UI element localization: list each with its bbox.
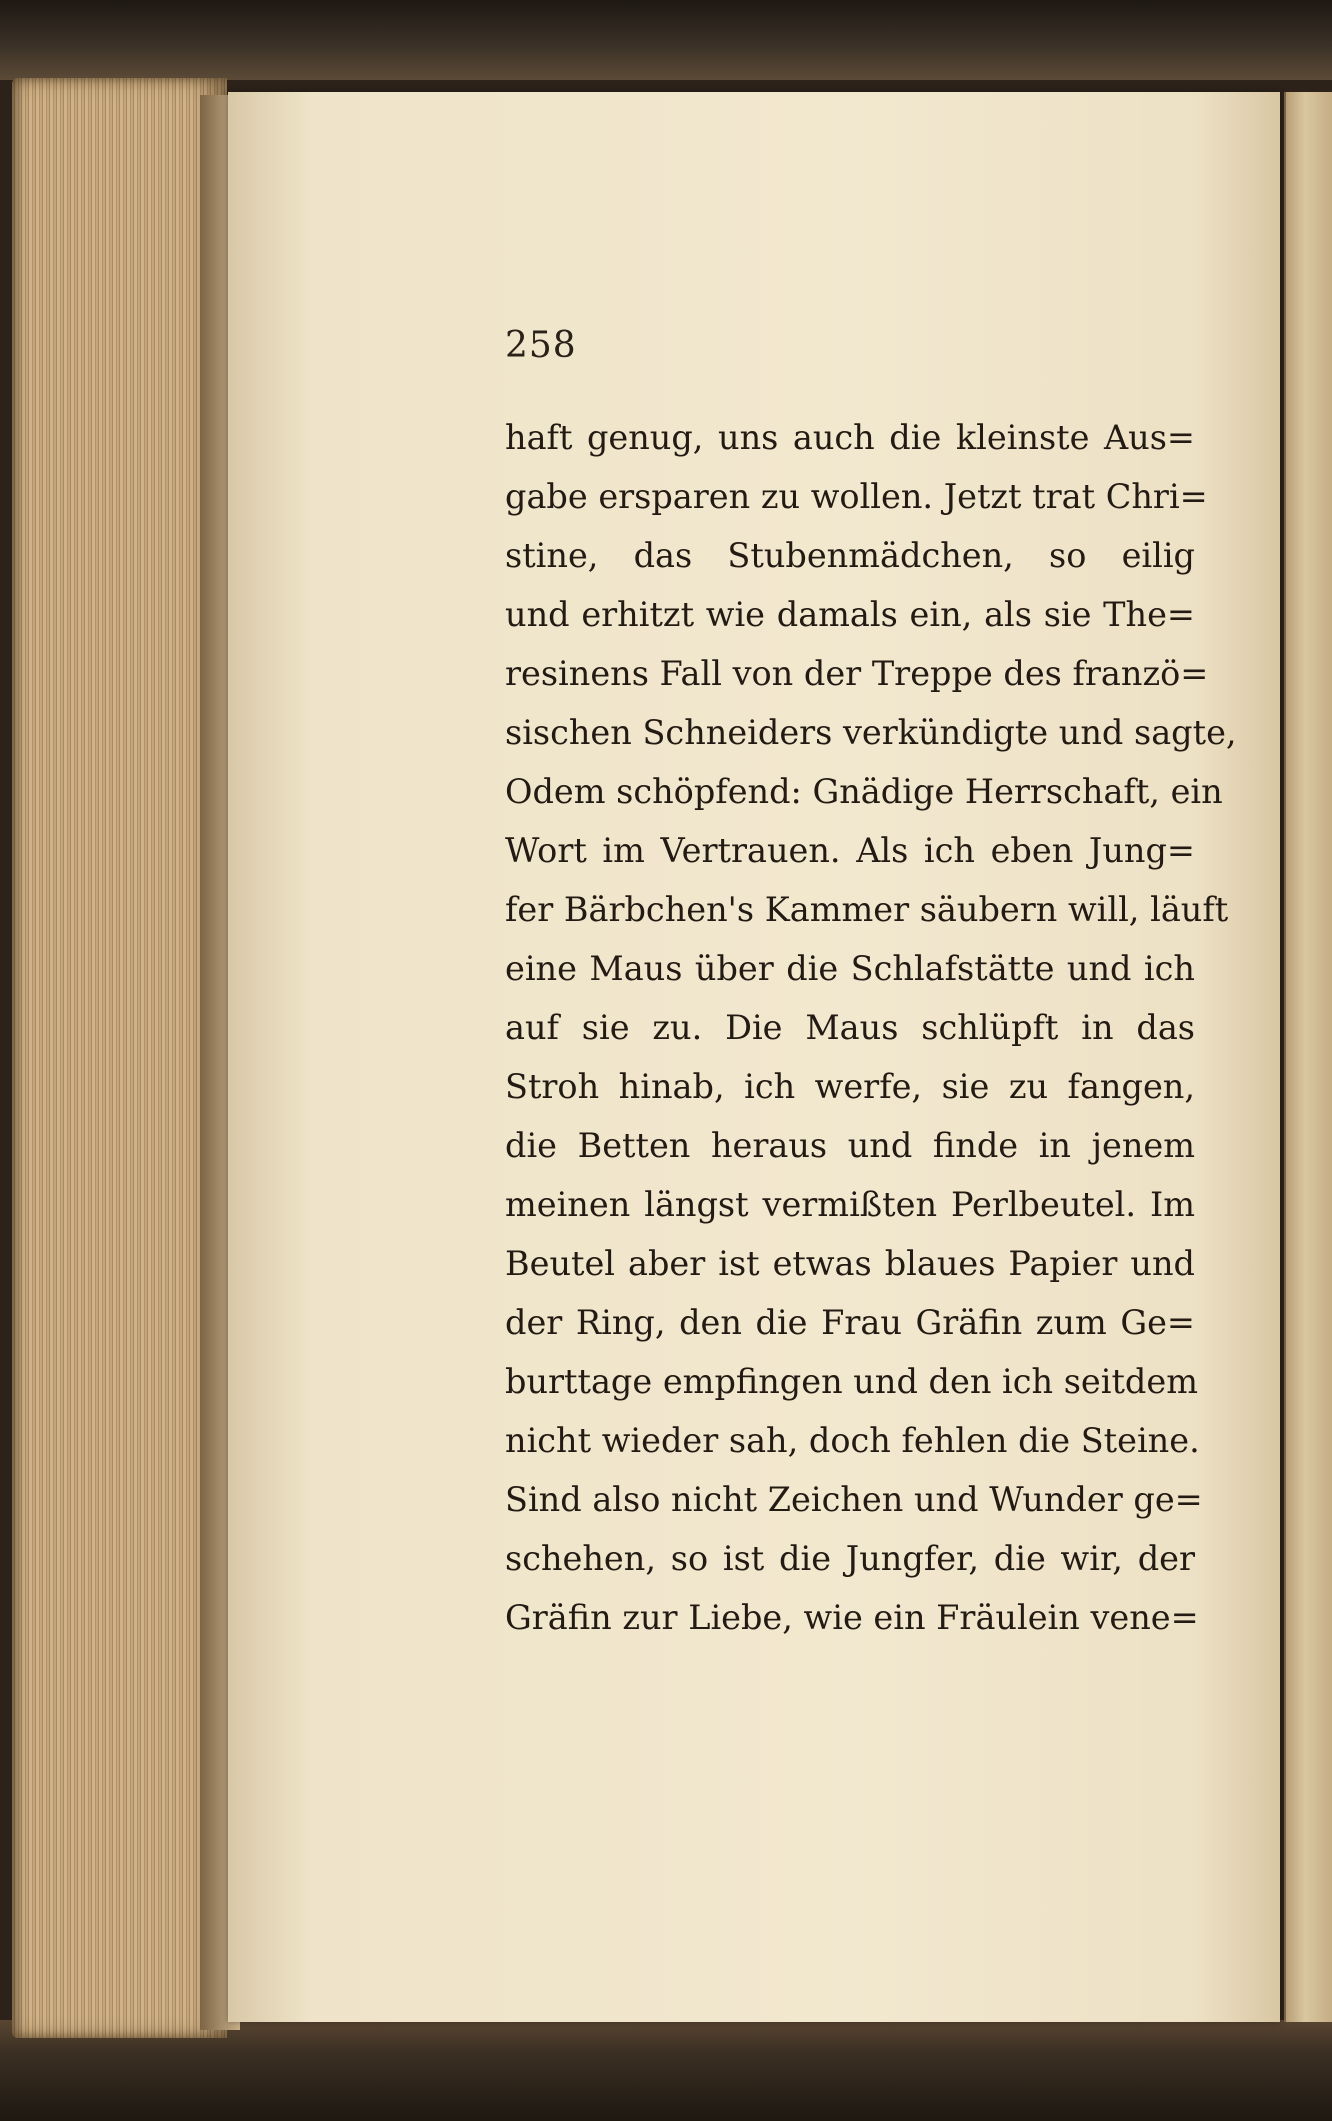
text-line: nicht wieder sah, doch fehlen die Steine.	[505, 1421, 1200, 1460]
text-line: auf sie zu. Die Maus schlüpft in das	[505, 1008, 1195, 1047]
text-line: Sind also nicht Zeichen und Wunder ge=	[505, 1480, 1203, 1519]
text-line: Gräfin zur Liebe, wie ein Fräulein vene=	[505, 1598, 1199, 1637]
page-number: 258	[505, 325, 577, 366]
text-line: stine, das Stubenmädchen, so eilig	[505, 536, 1195, 575]
page-text	[505, 408, 1237, 1647]
text-line: fer Bärbchen's Kammer säubern will, läuft	[505, 890, 1229, 929]
text-line: Beutel aber ist etwas blaues Papier und	[505, 1244, 1195, 1283]
text-line: Wort im Vertrauen. Als ich eben Jung=	[505, 831, 1195, 870]
text-line: der Ring, den die Frau Gräfin zum Ge=	[505, 1303, 1195, 1342]
text-line: sischen Schneiders verkündigte und sagte,	[505, 713, 1237, 752]
page-edges	[12, 78, 227, 2038]
text-line: eine Maus über die Schlafstätte und ich	[505, 949, 1195, 988]
facing-page-edge	[1284, 92, 1332, 2022]
text-line: gabe ersparen zu wollen. Jetzt trat Chri=	[505, 477, 1208, 516]
text-line: und erhitzt wie damals ein, als sie The=	[505, 595, 1195, 634]
text-line: resinens Fall von der Treppe des franzö=	[505, 654, 1209, 693]
text-line: Stroh hinab, ich werfe, sie zu fangen,	[505, 1067, 1195, 1106]
text-line: schehen, so ist die Jungfer, die wir, der	[505, 1539, 1195, 1578]
text-line: burttage empfingen und den ich seitdem	[505, 1362, 1198, 1401]
text-line: haft genug, uns auch die kleinste Aus=	[505, 418, 1195, 457]
book-cover-top	[0, 0, 1332, 80]
text-line: die Betten heraus und finde in jenem	[505, 1126, 1195, 1165]
text-line: meinen längst vermißten Perlbeutel. Im	[505, 1185, 1195, 1224]
text-line: Odem schöpfend: Gnädige Herrschaft, ein	[505, 772, 1223, 811]
